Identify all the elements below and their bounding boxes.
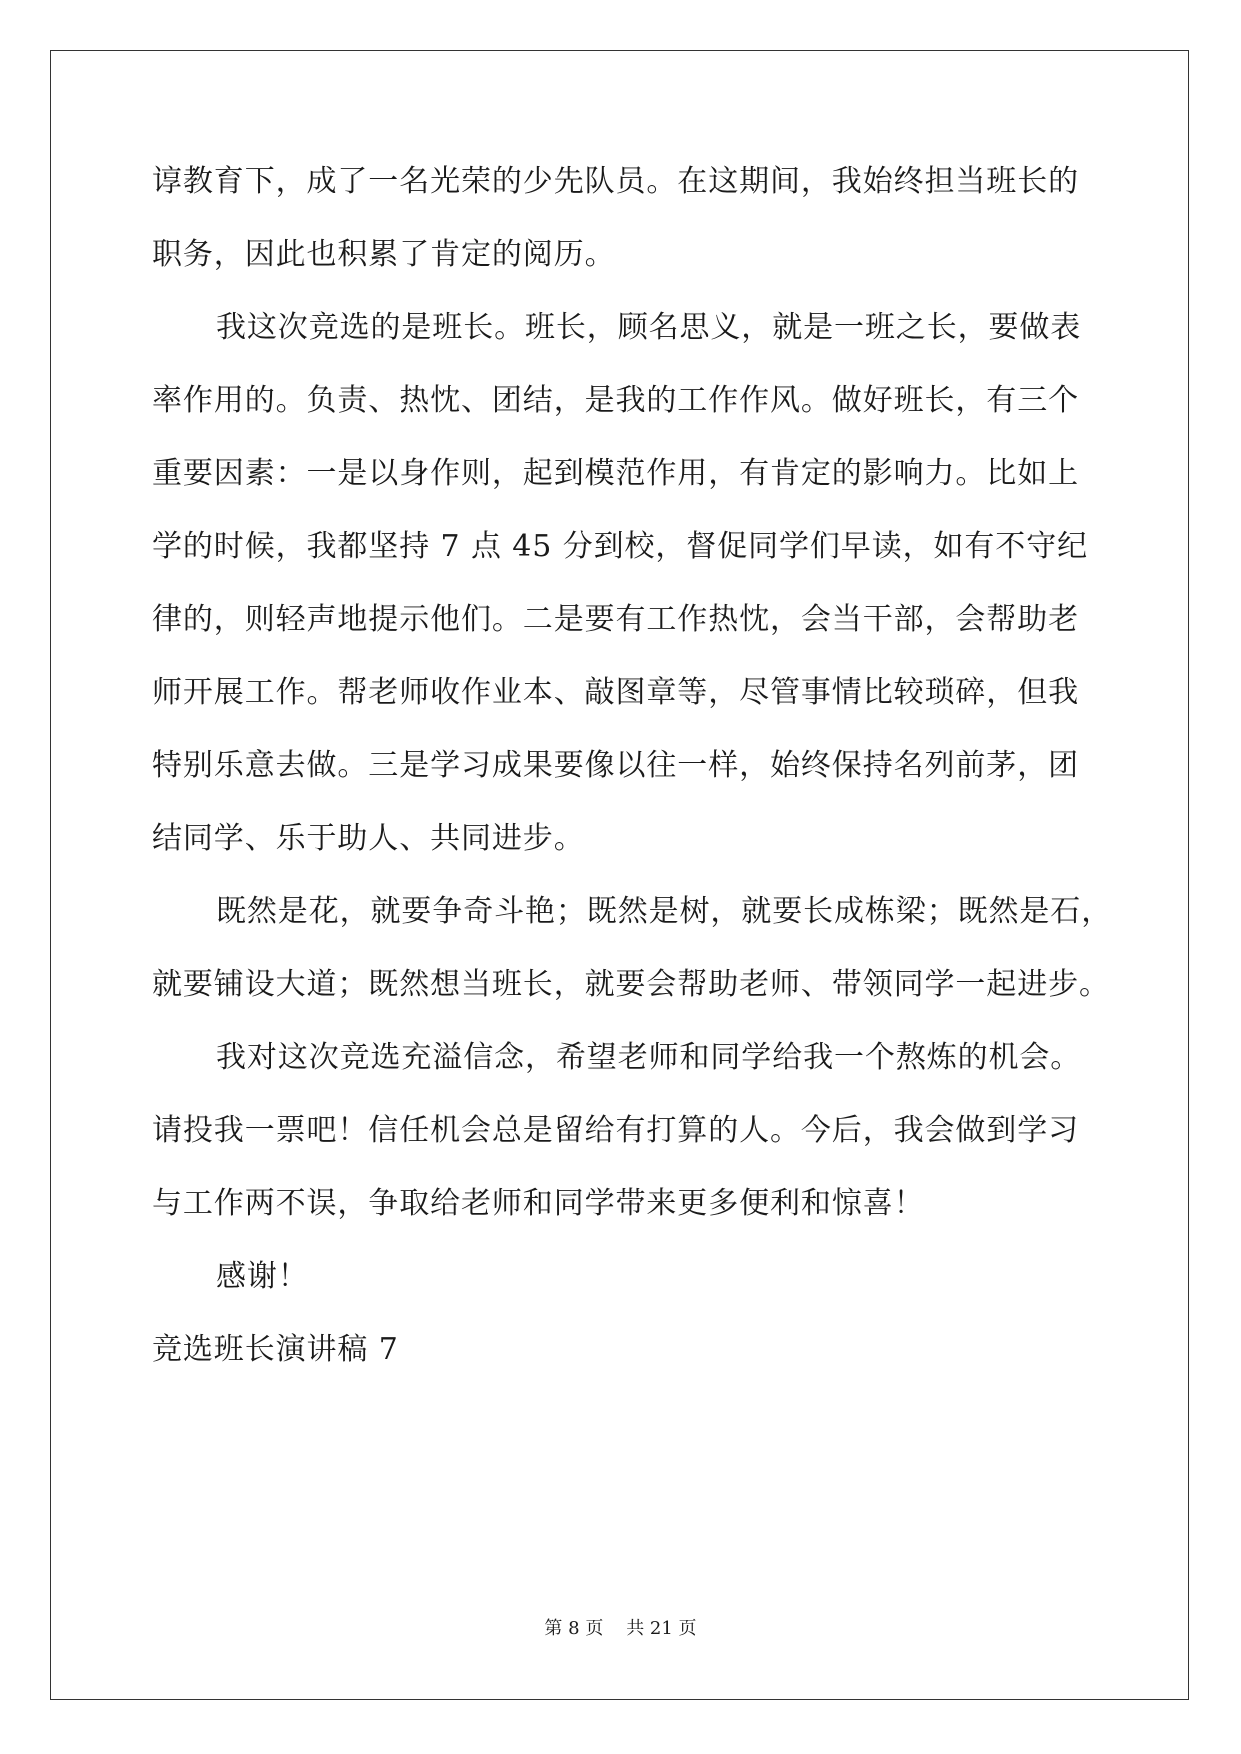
paragraph-line: 率作用的。负责、热忱、团结，是我的工作作风。做好班长，有三个 [152,383,1079,418]
paragraph-line: 重要因素：一是以身作则，起到模范作用，有肯定的影响力。比如上 [152,456,1079,491]
paragraph-line: 感谢！ [216,1259,309,1294]
paragraph-line: 既然是花，就要争奇斗艳；既然是树，就要长成栋梁；既然是石， [216,894,1113,929]
page-border [50,50,1189,1700]
paragraph-line: 职务，因此也积累了肯定的阅历。 [152,237,616,272]
paragraph-line: 我对这次竞选充溢信念，希望老师和同学给我一个熬炼的机会。 [216,1040,1082,1075]
paragraph-line: 请投我一票吧！信任机会总是留给有打算的人。今后，我会做到学习 [152,1113,1079,1148]
paragraph-line: 律的，则轻声地提示他们。二是要有工作热忱，会当干部，会帮助老 [152,602,1079,637]
paragraph-line: 我这次竞选的是班长。班长，顾名思义，就是一班之长，要做表 [216,310,1082,345]
paragraph-line: 特别乐意去做。三是学习成果要像以往一样，始终保持名列前茅，团 [152,748,1079,783]
paragraph-line: 谆教育下，成了一名光荣的少先队员。在这期间，我始终担当班长的 [152,164,1079,199]
paragraph-line: 就要铺设大道；既然想当班长，就要会帮助老师、带领同学一起进步。 [152,967,1110,1002]
paragraph-line: 与工作两不误，争取给老师和同学带来更多便利和惊喜！ [152,1186,925,1221]
page-number-footer: 第 8 页 共 21 页 [544,1618,697,1639]
paragraph-line: 学的时候，我都坚持 7 点 45 分到校，督促同学们早读，如有不守纪 [152,529,1089,564]
section-heading: 竞选班长演讲稿 7 [152,1332,399,1367]
paragraph-line: 结同学、乐于助人、共同进步。 [152,821,585,856]
paragraph-line: 师开展工作。帮老师收作业本、敲图章等，尽管事情比较琐碎，但我 [152,675,1079,710]
